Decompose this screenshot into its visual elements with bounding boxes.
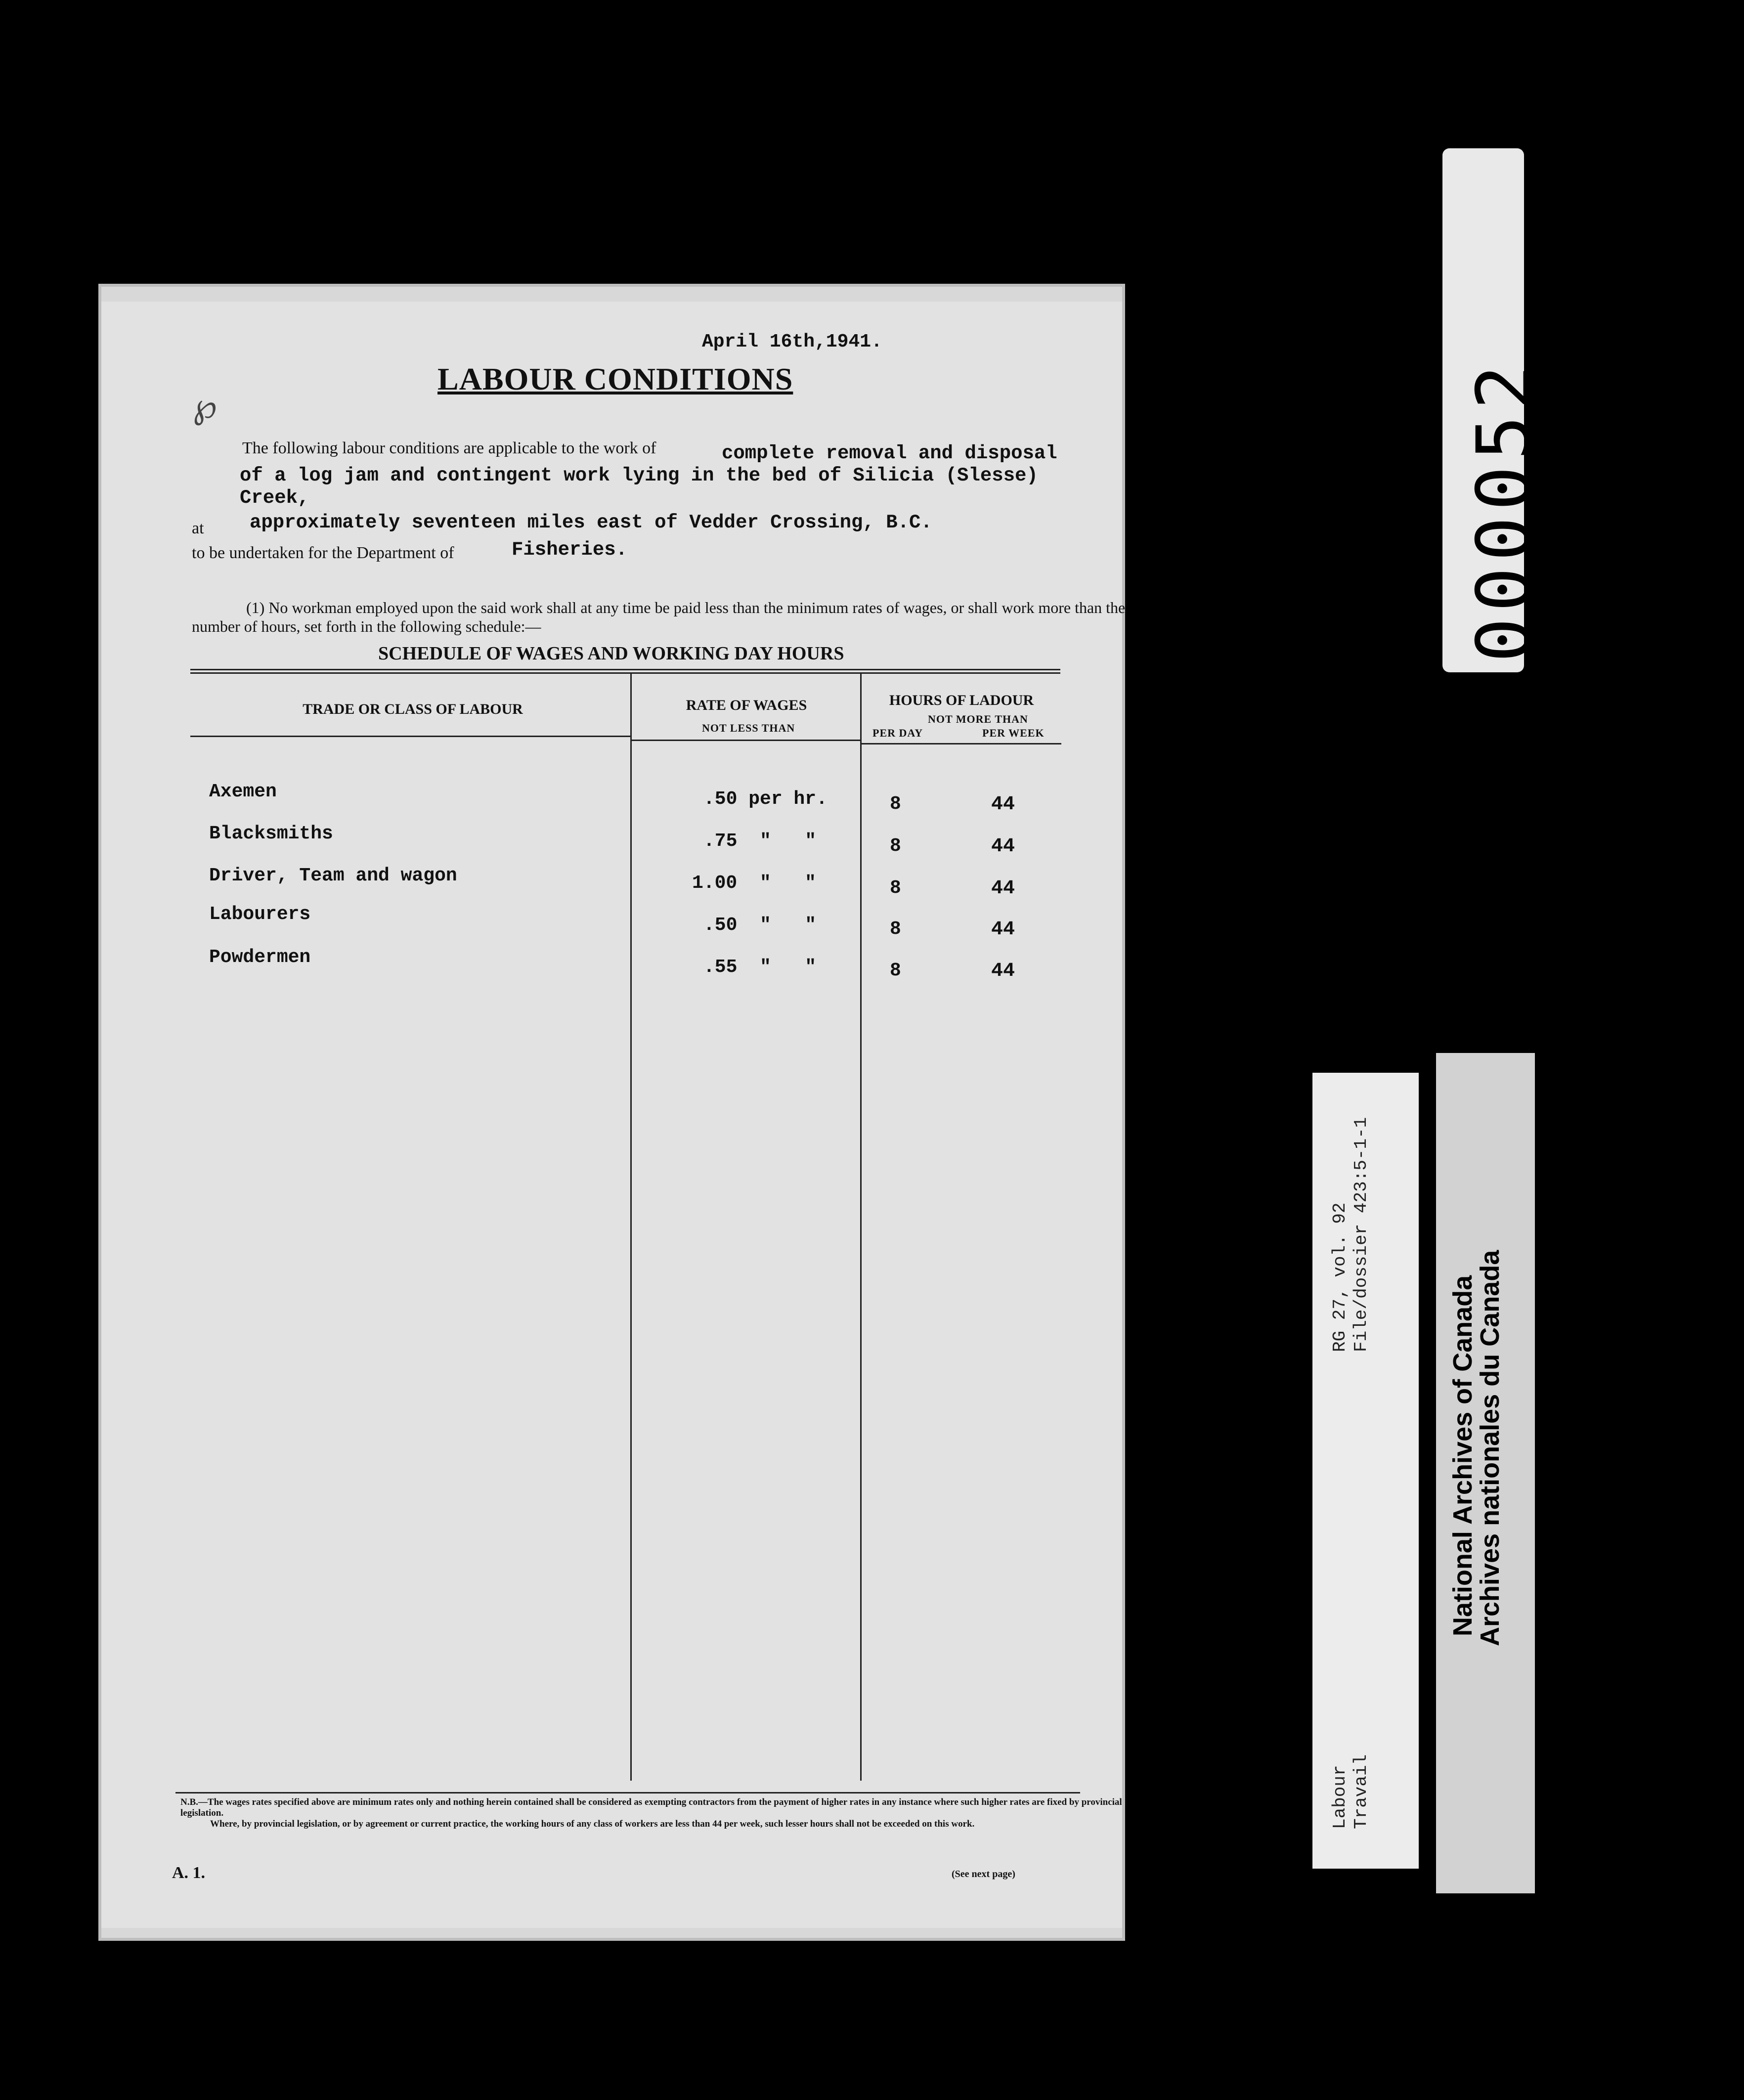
department-label: to be undertaken for the Department of bbox=[192, 544, 454, 562]
row-per-week: 44 bbox=[991, 919, 1015, 941]
schedule-title: SCHEDULE OF WAGES AND WORKING DAY HOURS bbox=[378, 643, 844, 664]
footnote-hours: Where, by provincial legislation, or by agreement or current practice, the working hours of any class of workers are less than 44 per week, such lesser hours shall not be exceeded on this work. bbox=[210, 1819, 975, 1829]
row-trade: Powdermen bbox=[209, 947, 311, 968]
row-per-day: 8 bbox=[890, 877, 901, 899]
document-page bbox=[101, 302, 1126, 1928]
row-trade: Axemen bbox=[209, 781, 277, 802]
row-per-day: 8 bbox=[890, 793, 901, 815]
table-column-divider bbox=[630, 673, 632, 1781]
footnote bbox=[180, 1797, 1134, 1830]
footnote-minimum-rates: N.B.—The wages rates specified above are minimum rates only and nothing herein contained shall be considered as exempting contractors from the payment of higher rates in any instance where such higher rates are fixed by provincial legislation. bbox=[180, 1797, 1122, 1818]
footnote-rule bbox=[175, 1792, 1080, 1794]
department-text: Fisheries. bbox=[512, 539, 628, 561]
national-archives-fr: Archives nationales du Canada bbox=[1475, 1250, 1505, 1646]
header-rate: RATE OF WAGES bbox=[686, 697, 807, 713]
document-title: LABOUR CONDITIONS bbox=[437, 361, 793, 396]
file-dossier-reference: File/dossier 423:5-1-1 bbox=[1351, 1117, 1371, 1352]
header-per-week: PER WEEK bbox=[982, 727, 1045, 739]
intro-printed-text: The following labour conditions are applicable to the work of bbox=[242, 439, 656, 457]
row-rate: .55 " " bbox=[703, 957, 817, 978]
row-rate: .50 per hr. bbox=[703, 788, 828, 810]
national-archives-en: National Archives of Canada bbox=[1448, 1275, 1478, 1636]
row-trade: Blacksmiths bbox=[209, 823, 333, 844]
record-group-reference: RG 27, vol. 92 bbox=[1330, 1202, 1350, 1352]
row-trade: Labourers bbox=[209, 904, 311, 925]
work-description-line: Creek, bbox=[240, 487, 309, 509]
location-text: approximately seventeen miles east of Vedder Crossing, B.C. bbox=[250, 512, 932, 533]
table-header-rule bbox=[860, 743, 1061, 744]
header-hours: HOURS OF LADOUR bbox=[889, 692, 1034, 708]
row-per-week: 44 bbox=[991, 835, 1015, 858]
table-top-rule bbox=[190, 669, 1060, 674]
handwritten-mark: ℘ bbox=[193, 386, 217, 426]
archive-number: 000052 bbox=[1461, 359, 1547, 662]
document-sheet bbox=[101, 287, 1126, 1938]
subject-label-en: Labour bbox=[1330, 1765, 1350, 1829]
document-date: April 16th,1941. bbox=[702, 331, 882, 352]
row-per-week: 44 bbox=[991, 877, 1015, 900]
intro-typed-text: complete removal and disposal bbox=[722, 442, 1057, 464]
clause-1: (1) No workman employed upon the said work shall at any time be paid less than the minimum rates of wages, or shall work more than the number of hours, set forth in the following schedule:— bbox=[192, 599, 1126, 635]
subject-label-fr: Travail bbox=[1351, 1754, 1371, 1829]
table-column-divider bbox=[860, 673, 862, 1781]
row-per-day: 8 bbox=[890, 835, 901, 857]
row-per-week: 44 bbox=[991, 960, 1015, 982]
form-code: A. 1. bbox=[172, 1864, 206, 1882]
header-hours-sub: NOT MORE THAN bbox=[928, 713, 1028, 725]
row-rate: .50 " " bbox=[703, 915, 817, 936]
table-header-rule bbox=[190, 736, 631, 737]
row-per-day: 8 bbox=[890, 960, 901, 981]
row-per-week: 44 bbox=[991, 793, 1015, 816]
see-next-page: (See next page) bbox=[952, 1869, 1015, 1880]
work-description-line: of a log jam and contingent work lying in the bed of Silicia (Slesse) bbox=[240, 465, 1038, 486]
table-header-rule bbox=[630, 740, 862, 741]
row-rate: 1.00 " " bbox=[692, 873, 816, 894]
row-per-day: 8 bbox=[890, 919, 901, 940]
row-rate: .75 " " bbox=[703, 831, 817, 852]
row-trade: Driver, Team and wagon bbox=[209, 865, 457, 886]
archive-number-strip bbox=[1442, 148, 1547, 672]
header-per-day: PER DAY bbox=[872, 727, 923, 739]
header-rate-sub: NOT LESS THAN bbox=[702, 722, 795, 734]
header-trade: TRADE OR CLASS OF LABOUR bbox=[303, 701, 523, 717]
location-label: at bbox=[192, 519, 204, 537]
